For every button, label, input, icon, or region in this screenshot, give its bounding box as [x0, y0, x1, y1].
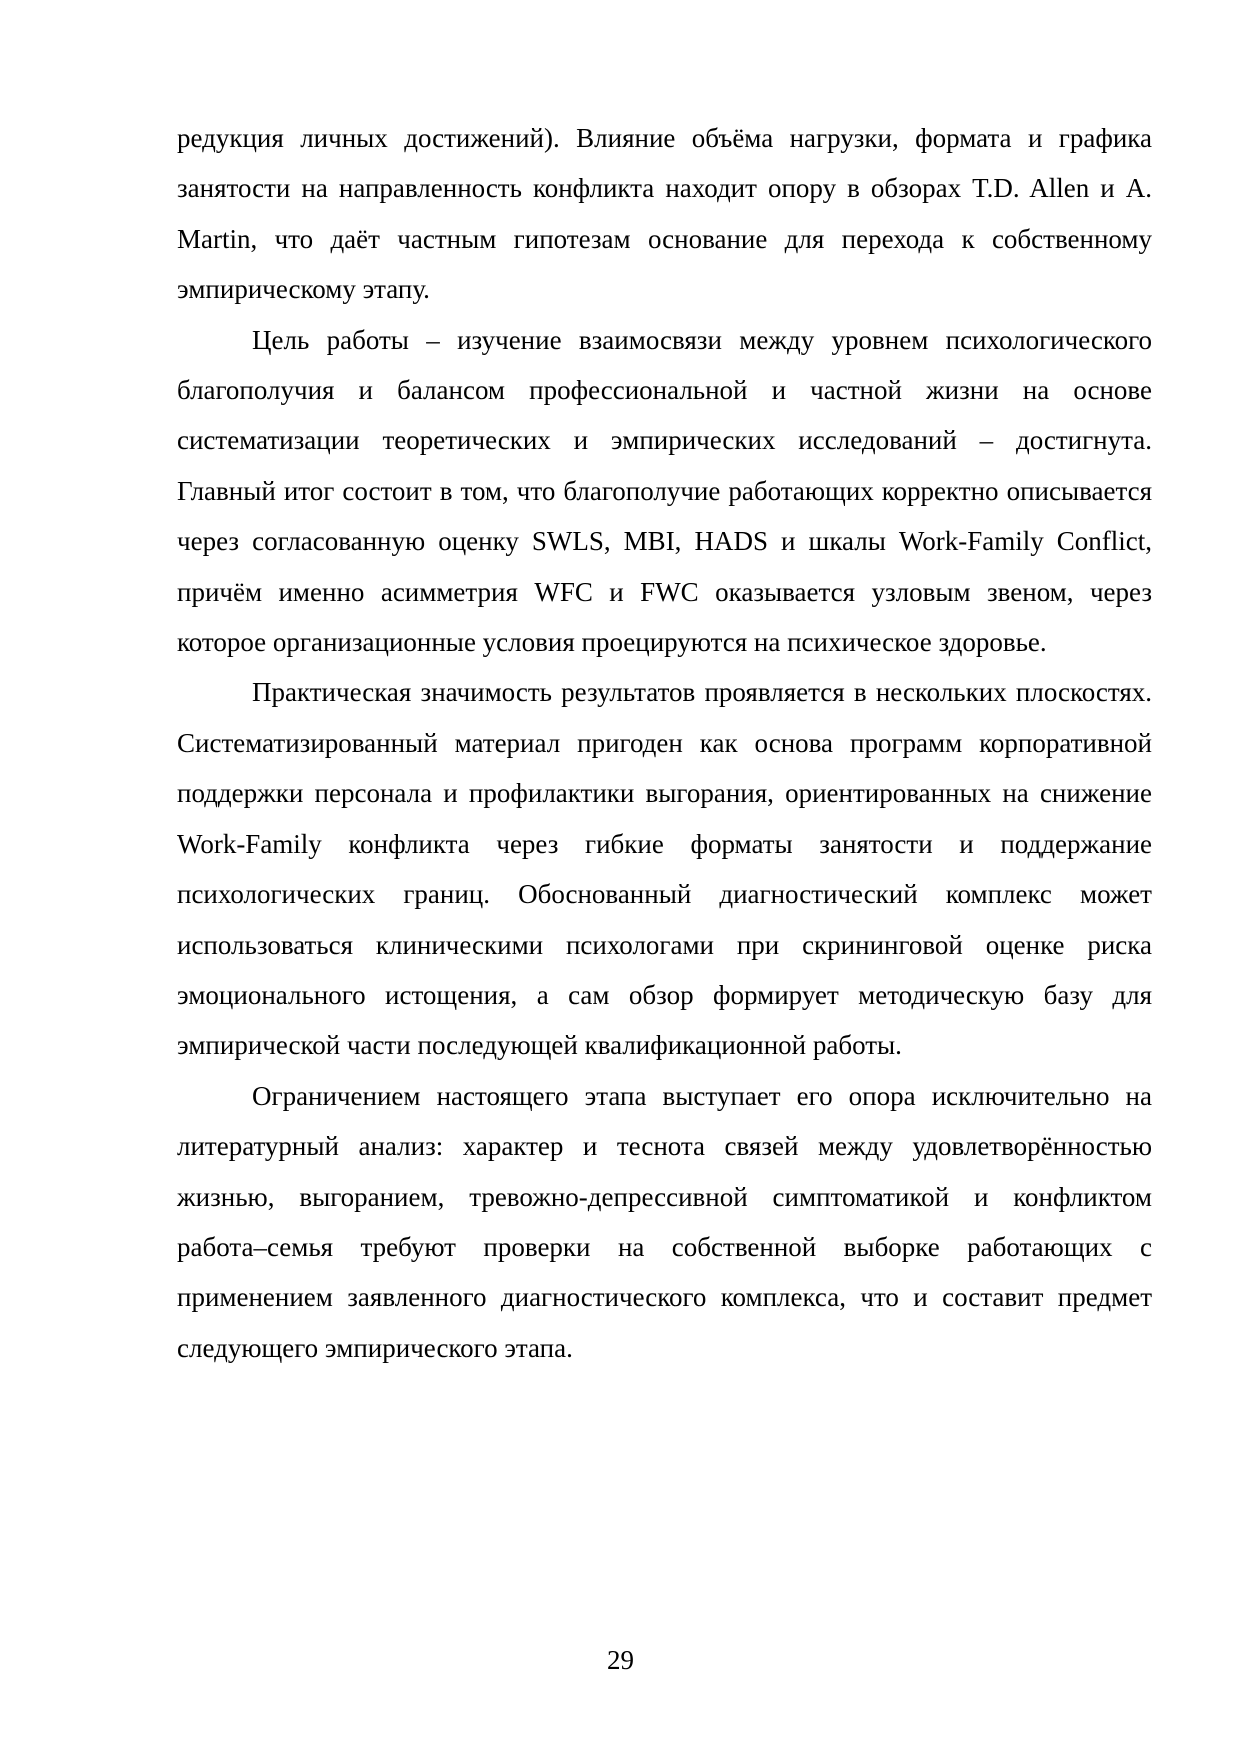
- paragraph-continuation: редукция личных достижений). Влияние объёма нагрузки, формата и графика занятости на направленность конфликта находит опору в обзорах T.D. Allen и A. Martin, что даёт частным гипотезам основание для перехода к собственному эмпирическому этапу.: [177, 123, 1152, 305]
- paragraph-goal: Цель работы – изучение взаимосвязи между уровнем психологического благополучия и балансом профессиональной и частной жизни на основе систематизации теоретических и эмпирических исследований – достигнута. Главный итог состоит в том, что благополучие работающих корректно описывается через согласованную оценку SWLS, MBI, HADS и шкалы Work-Family Conflict, причём именно асимметрия WFC и FWC оказывается узловым звеном, через которое организационные условия проецируются на психическое здоровье.: [177, 324, 1152, 658]
- page-number: 29: [607, 1645, 634, 1675]
- body-text: [177, 113, 1152, 1373]
- paragraph-practical-significance: Практическая значимость результатов проявляется в нескольких плоскостях. Систематизированный материал пригоден как основа программ корпоративной поддержки персонала и профилактики выгорания, ориентированных на снижение Work-Family конфликта через гибкие форматы занятости и поддержание психологических границ. Обоснованный диагностический комплекс может использоваться клиническими психологами при скрининговой оценке риска эмоционального истощения, а сам обзор формирует методическую базу для эмпирической части последующей квалификационной работы.: [177, 677, 1152, 1061]
- paragraph-limitations: Ограничением настоящего этапа выступает его опора исключительно на литературный анализ: характер и теснота связей между удовлетворённостью жизнью, выгоранием, тревожно-депрессивной симптоматикой и конфликтом работа–семья требуют проверки на собственной выборке работающих с применением заявленного диагностического комплекса, что и составит предмет следующего эмпирического этапа.: [177, 1080, 1152, 1363]
